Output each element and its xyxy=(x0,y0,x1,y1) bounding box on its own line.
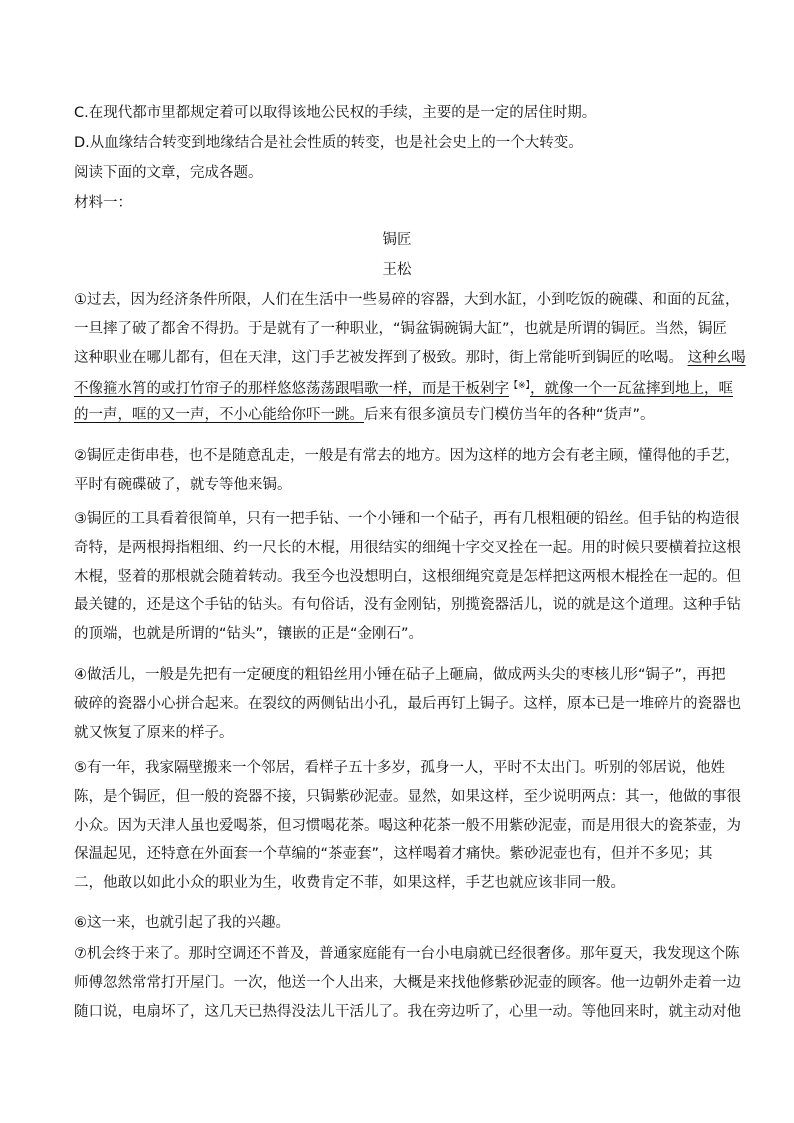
footnote-marker: 【※】 xyxy=(509,381,531,392)
text-line xyxy=(74,372,734,401)
text-line: 平时有碗碟破了，就专等他来锔。 xyxy=(74,476,292,493)
text-line xyxy=(74,401,722,430)
text-line: 最关键的，还是这个手钻的钻头。有句俗话，没有金刚钻，别揽瓷器活儿，说的就是这个道理。这种手钻 xyxy=(74,597,741,614)
text-line: 保温起见，还特意在外面套一个草编的“茶壶套”，这样喝着才痛快。紫砂泥壶也有，但并不多见；其 xyxy=(74,846,713,863)
text-line: 二，他敢以如此小众的职业为生，收费肯定不菲，如果这样，手艺也就应该非同一般。 xyxy=(74,875,625,892)
text-line xyxy=(74,344,746,373)
text-line: 木棍，竖着的那根就会随着转动。我至今也没想明白，这根细绳究竟是怎样把这两根木棍拴在一起的。但 xyxy=(74,568,741,585)
text-line: ⑥这一来，也就引起了我的兴趣。 xyxy=(74,915,290,931)
text-line: 师傅忽然常常打开屋门。一次，他送一个人出来，大概是来找他修紫砂泥壶的顾客。他一边朝外走着一边 xyxy=(74,974,741,991)
paragraph-5 xyxy=(74,754,741,898)
text-line: 奇特，是两根拇指粗细、约一尺长的木棍，用很结实的细绳十字交叉拴在一起。用的时候只要横着拉这根 xyxy=(74,539,741,556)
article-title: 锔匠 xyxy=(382,232,412,248)
text-line: ⑦机会终于来了。那时空调还不普及，普通家庭能有一台小电扇就已经很奢侈。那年夏天，我发现这个陈 xyxy=(74,946,740,962)
paragraph-3 xyxy=(74,505,741,649)
text-line: 陈，是个锔匠，但一般的瓷器不接，只锔紫砂泥壶。显然，如果这样，至少说明两点：其一，他做的事很 xyxy=(74,788,741,805)
text-line: ①过去，因为经济条件所限，人们在生活中一些易碎的容器，大到水缸，小到吃饭的碗碟、和面的瓦盆， xyxy=(74,292,740,308)
underlined-text: 不像箍水筲的或打竹帘子的那样悠悠荡荡跟唱歌一样，而是干板剁字 xyxy=(74,381,509,398)
paragraph-7 xyxy=(74,940,741,1026)
paragraph-1 xyxy=(74,286,746,430)
paragraph-2 xyxy=(74,442,740,500)
text-line: 随口说，电扇坏了，这几天已热得没法儿干活儿了。我在旁边听了，心里一动。等他回来时，就主动对他 xyxy=(74,1003,741,1020)
text-line: 小众。因为天津人虽也爱喝茶，但习惯喝花茶。喝这种花茶一般不用紫砂泥壶，而是用很大的瓷茶壶，为 xyxy=(74,817,741,834)
text-line: 破碎的瓷器小心拼合起来。在裂纹的两侧钻出小孔，最后再钉上锔子。这样，原本已是一堆碎片的瓷器也 xyxy=(74,695,741,712)
text-line: 一旦摔了破了都舍不得扔。于是就有了一种职业，“锔盆锔碗锔大缸”，也就是所谓的锔匠。当然，锔匠 xyxy=(74,320,728,337)
paragraph-4 xyxy=(74,661,741,747)
text-line: ③锔匠的工具看着很简单，只有一把手钻、一个小锤和一个砧子，再有几根粗硬的铅丝。但手钻的构造很 xyxy=(74,511,740,527)
option-c: C.在现代都市里都规定着可以取得该地公民权的手续，主要的是一定的居住时期。 xyxy=(74,105,597,121)
underlined-text: ，就像一个一瓦盆摔到地上，哐 xyxy=(530,381,734,398)
reading-instruction: 阅读下面的文章，完成各题。 xyxy=(74,165,263,181)
text-line: ⑤有一年，我家隔壁搬来一个邻居，看样子五十多岁，孤身一人，平时不太出门。听别的邻居说，他姓 xyxy=(74,760,725,776)
text-line: 就又恢复了原来的样子。 xyxy=(74,724,234,741)
option-d: D.从血缘结合转变到地缘结合是社会性质的转变，也是社会史上的一个大转变。 xyxy=(74,135,583,151)
text-line: ②锔匠走街串巷，也不是随意乱走，一般是有常去的地方。因为这样的地方会有老主顾，懂得他的手艺， xyxy=(74,448,740,464)
text-segment: 后来有很多演员专门模仿当年的各种“货声”。 xyxy=(364,407,655,424)
text-segment: 这种职业在哪儿都有，但在天津，这门手艺被发挥到了极致。那时，街上常能听到锔匠的吆喝。 xyxy=(74,349,683,366)
article-author: 王松 xyxy=(382,262,412,278)
material-label: 材料一： xyxy=(74,195,132,211)
text-line: 的顶端，也就是所谓的“钻头”，镶嵌的正是“金刚石”。 xyxy=(74,626,424,643)
underlined-text: 这种幺喝 xyxy=(687,349,746,366)
text-line: ④做活儿，一般是先把有一定硬度的粗铅丝用小锤在砧子上砸扁，做成两头尖的枣核儿形“锔子”，再把 xyxy=(74,667,726,683)
paragraph-6 xyxy=(74,909,722,938)
underlined-text: 的一声，哐的又一声，不小心能给你吓一跳。 xyxy=(74,407,364,424)
